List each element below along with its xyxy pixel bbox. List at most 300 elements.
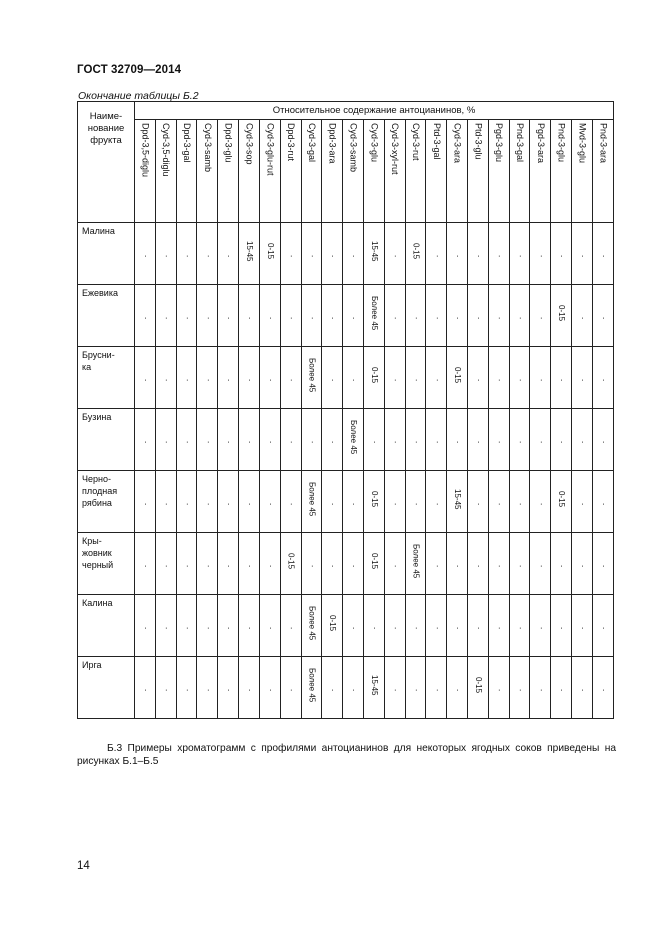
cell-value: - xyxy=(349,317,357,320)
cell-value: - xyxy=(536,689,544,692)
table-cell xyxy=(488,657,509,719)
table-cell xyxy=(426,657,447,719)
table-cell xyxy=(488,595,509,657)
cell-value: - xyxy=(141,255,149,258)
cell-value: - xyxy=(224,255,232,258)
cell-value: - xyxy=(266,689,274,692)
table-cell xyxy=(509,285,530,347)
cell-value: 0-15 xyxy=(557,304,567,321)
anthocyanin-table xyxy=(77,101,614,719)
cell-value: - xyxy=(245,627,253,630)
table-cell xyxy=(405,471,426,533)
cell-value: - xyxy=(183,689,191,692)
cell-value: - xyxy=(557,689,565,692)
cell-value: - xyxy=(599,503,607,506)
cell-value: - xyxy=(557,565,565,568)
table-body xyxy=(78,223,614,719)
table-cell xyxy=(530,347,551,409)
table-row xyxy=(78,347,614,409)
table-cell xyxy=(155,347,176,409)
table-cell xyxy=(384,657,405,719)
fruit-name: Ежевика xyxy=(78,285,135,347)
cell-value: - xyxy=(287,503,295,506)
cell-value: - xyxy=(162,441,170,444)
table-cell xyxy=(197,471,218,533)
cell-value: - xyxy=(495,255,503,258)
cell-value: Более 45 xyxy=(307,481,317,517)
column-header-row xyxy=(78,120,614,223)
table-cell xyxy=(572,347,593,409)
cell-value: - xyxy=(203,503,211,506)
table-cell xyxy=(572,657,593,719)
table-cell xyxy=(259,285,280,347)
cell-value: - xyxy=(287,255,295,258)
table-cell xyxy=(155,223,176,285)
note-paragraph: Б.3 Примеры хроматограмм с профилями антоцианинов для некоторых ягодных соков приведены на рисунках Б.1–Б.5 xyxy=(77,743,616,767)
cell-value: - xyxy=(432,317,440,320)
cell-value: - xyxy=(474,627,482,630)
table-cell xyxy=(363,471,384,533)
cell-value: - xyxy=(495,627,503,630)
cell-value: - xyxy=(203,317,211,320)
cell-value: - xyxy=(474,565,482,568)
table-cell xyxy=(363,533,384,595)
cell-value: - xyxy=(224,379,232,382)
cell-value: - xyxy=(432,689,440,692)
table-row xyxy=(78,657,614,719)
table-cell xyxy=(572,471,593,533)
cell-value: - xyxy=(141,379,149,382)
table-caption: Окончание таблицы Б.2 xyxy=(78,90,199,102)
table-cell xyxy=(405,347,426,409)
cell-value: - xyxy=(224,689,232,692)
cell-value: - xyxy=(162,317,170,320)
cell-value: - xyxy=(536,503,544,506)
cell-value: - xyxy=(183,255,191,258)
table-cell xyxy=(509,533,530,595)
cell-value: - xyxy=(495,441,503,444)
table-cell xyxy=(592,409,613,471)
table-cell xyxy=(509,223,530,285)
cell-value: - xyxy=(203,565,211,568)
fruit-name: Бузина xyxy=(78,409,135,471)
table-cell xyxy=(384,409,405,471)
table-cell xyxy=(239,285,260,347)
column-header-label: Cyd-3-glu xyxy=(369,123,380,163)
table-cell xyxy=(592,347,613,409)
column-header xyxy=(135,120,156,223)
column-header-label: Dpd-3,5-diglu xyxy=(140,123,151,178)
table-cell xyxy=(155,409,176,471)
cell-value: Более 45 xyxy=(307,357,317,393)
table-cell xyxy=(135,657,156,719)
table-row xyxy=(78,471,614,533)
cell-value: - xyxy=(162,689,170,692)
table-cell xyxy=(447,285,468,347)
cell-value: - xyxy=(453,255,461,258)
column-header xyxy=(280,120,301,223)
column-header xyxy=(322,120,343,223)
cell-value: - xyxy=(141,689,149,692)
column-header-label: Cyd-3-gal xyxy=(306,123,317,163)
cell-value: - xyxy=(599,565,607,568)
table-cell xyxy=(343,595,364,657)
table-cell xyxy=(572,595,593,657)
column-header-label: Dpd-3-ara xyxy=(327,123,338,164)
cell-value: - xyxy=(536,255,544,258)
cell-value: - xyxy=(183,503,191,506)
cell-value: - xyxy=(245,689,253,692)
column-header-label: Ptd-3-gal xyxy=(431,123,442,160)
cell-value: - xyxy=(495,317,503,320)
table-cell xyxy=(405,657,426,719)
cell-value: - xyxy=(516,503,524,506)
fruit-name: Калина xyxy=(78,595,135,657)
table-cell xyxy=(135,223,156,285)
column-header xyxy=(197,120,218,223)
table-cell xyxy=(259,223,280,285)
cell-value: - xyxy=(328,689,336,692)
cell-value: - xyxy=(557,255,565,258)
cell-value: - xyxy=(495,565,503,568)
cell-value: - xyxy=(245,379,253,382)
cell-value: - xyxy=(141,565,149,568)
table-cell xyxy=(280,409,301,471)
cell-value: - xyxy=(349,255,357,258)
cell-value: - xyxy=(411,627,419,630)
cell-value: - xyxy=(266,379,274,382)
cell-value: - xyxy=(287,379,295,382)
relative-content-header: Относительное содержание антоцианинов, % xyxy=(135,102,614,120)
cell-value: - xyxy=(162,627,170,630)
table-cell xyxy=(488,285,509,347)
cell-value: - xyxy=(599,689,607,692)
cell-value: Более 45 xyxy=(307,605,317,641)
cell-value: - xyxy=(287,441,295,444)
cell-value: Более 45 xyxy=(411,543,421,579)
cell-value: - xyxy=(495,689,503,692)
column-header-label: Mvd-3-glu xyxy=(577,123,588,164)
column-header-label: Cyd-3,5-diglu xyxy=(161,123,172,177)
table-cell xyxy=(468,657,489,719)
cell-value: - xyxy=(349,689,357,692)
table-cell xyxy=(468,533,489,595)
cell-value: - xyxy=(474,317,482,320)
table-cell xyxy=(176,533,197,595)
cell-value: - xyxy=(599,317,607,320)
cell-value: - xyxy=(162,255,170,258)
table-cell xyxy=(384,595,405,657)
table-cell xyxy=(280,657,301,719)
table-cell xyxy=(488,533,509,595)
fruit-name: Малина xyxy=(78,223,135,285)
cell-value: - xyxy=(266,317,274,320)
cell-value: - xyxy=(370,627,378,630)
table-cell xyxy=(551,471,572,533)
table-cell xyxy=(488,409,509,471)
table-cell xyxy=(218,285,239,347)
table-cell xyxy=(468,409,489,471)
table-cell xyxy=(280,471,301,533)
table-cell xyxy=(551,533,572,595)
column-header-label: Dpd-3-glu xyxy=(223,123,234,163)
cell-value: - xyxy=(453,565,461,568)
table-cell xyxy=(322,409,343,471)
table-cell xyxy=(363,657,384,719)
table-cell xyxy=(259,471,280,533)
table-cell xyxy=(405,285,426,347)
cell-value: - xyxy=(203,255,211,258)
table-cell xyxy=(301,471,322,533)
cell-value: - xyxy=(495,379,503,382)
table-cell xyxy=(363,347,384,409)
cell-value: - xyxy=(203,689,211,692)
table-cell xyxy=(197,657,218,719)
cell-value: - xyxy=(328,565,336,568)
table-cell xyxy=(135,595,156,657)
column-header xyxy=(426,120,447,223)
table-cell xyxy=(509,657,530,719)
cell-value: - xyxy=(141,317,149,320)
cell-value: - xyxy=(578,317,586,320)
table-cell xyxy=(280,347,301,409)
cell-value: - xyxy=(224,441,232,444)
table-cell xyxy=(343,347,364,409)
column-header xyxy=(447,120,468,223)
cell-value: - xyxy=(287,627,295,630)
cell-value: - xyxy=(495,503,503,506)
table-cell xyxy=(176,595,197,657)
table-cell xyxy=(551,595,572,657)
cell-value: - xyxy=(183,441,191,444)
cell-value: - xyxy=(599,441,607,444)
cell-value: 15-45 xyxy=(369,674,379,696)
table-cell xyxy=(384,471,405,533)
cell-value: - xyxy=(224,565,232,568)
table-cell xyxy=(530,471,551,533)
table-cell xyxy=(301,285,322,347)
table-cell xyxy=(176,409,197,471)
table-cell xyxy=(322,533,343,595)
cell-value: - xyxy=(203,627,211,630)
table-cell xyxy=(468,347,489,409)
cell-value: - xyxy=(599,379,607,382)
column-header-label: Ptd-3-glu xyxy=(473,123,484,160)
cell-value: - xyxy=(245,565,253,568)
column-header-label: Cyd-3-xyl-rut xyxy=(390,123,401,175)
table-cell xyxy=(155,657,176,719)
table-cell xyxy=(592,223,613,285)
column-header-label: Cyd-3-ara xyxy=(452,123,463,164)
table-cell xyxy=(426,347,447,409)
cell-value: - xyxy=(578,255,586,258)
cell-value: - xyxy=(141,627,149,630)
cell-value: - xyxy=(141,441,149,444)
table-cell xyxy=(135,533,156,595)
table-cell xyxy=(301,595,322,657)
cell-value: - xyxy=(266,503,274,506)
table-cell xyxy=(301,657,322,719)
table-cell xyxy=(197,223,218,285)
column-header-label: Pgd-3-ara xyxy=(535,123,546,164)
table-cell xyxy=(592,533,613,595)
cell-value: - xyxy=(245,441,253,444)
cell-value: - xyxy=(328,255,336,258)
cell-value: - xyxy=(203,379,211,382)
cell-value: - xyxy=(578,379,586,382)
cell-value: - xyxy=(370,441,378,444)
table-cell xyxy=(551,657,572,719)
table-cell xyxy=(259,657,280,719)
cell-value: - xyxy=(474,379,482,382)
table-cell xyxy=(551,347,572,409)
table-cell xyxy=(447,595,468,657)
table-cell xyxy=(363,409,384,471)
table-cell xyxy=(197,285,218,347)
table-cell xyxy=(322,285,343,347)
column-header-label: Cyd-3-samb xyxy=(348,123,359,173)
column-header-label: Dpd-3-rut xyxy=(286,123,297,162)
table-cell xyxy=(239,409,260,471)
fruit-name-header: Наиме- нование фрукта xyxy=(78,102,135,223)
table-cell xyxy=(384,347,405,409)
table-cell xyxy=(322,223,343,285)
cell-value: - xyxy=(516,255,524,258)
table-cell xyxy=(259,595,280,657)
table-cell xyxy=(239,595,260,657)
table-cell xyxy=(530,223,551,285)
cell-value: - xyxy=(453,441,461,444)
column-header xyxy=(405,120,426,223)
table-cell xyxy=(280,533,301,595)
column-header xyxy=(239,120,260,223)
table-cell xyxy=(135,471,156,533)
cell-value: 0-15 xyxy=(286,552,296,569)
cell-value: - xyxy=(557,627,565,630)
column-header xyxy=(488,120,509,223)
cell-value: - xyxy=(474,503,482,506)
table-cell xyxy=(239,347,260,409)
table-cell xyxy=(155,595,176,657)
table-row xyxy=(78,409,614,471)
column-header xyxy=(530,120,551,223)
table-cell xyxy=(405,595,426,657)
column-header-label: Pnd-3-glu xyxy=(556,123,567,163)
cell-value: - xyxy=(307,255,315,258)
cell-value: - xyxy=(266,441,274,444)
column-header xyxy=(509,120,530,223)
table-cell xyxy=(468,223,489,285)
cell-value: - xyxy=(162,503,170,506)
cell-value: - xyxy=(391,441,399,444)
cell-value: - xyxy=(307,565,315,568)
table-cell xyxy=(259,533,280,595)
cell-value: - xyxy=(536,379,544,382)
table-cell xyxy=(197,595,218,657)
table-cell xyxy=(551,409,572,471)
column-header-label: Pnd-3-ara xyxy=(598,123,609,164)
table-cell xyxy=(509,471,530,533)
column-header xyxy=(468,120,489,223)
cell-value: - xyxy=(536,317,544,320)
cell-value: - xyxy=(266,565,274,568)
table-cell xyxy=(426,533,447,595)
cell-value: - xyxy=(245,317,253,320)
table-cell xyxy=(135,347,156,409)
cell-value: 0-15 xyxy=(265,242,275,259)
cell-value: 0-15 xyxy=(369,366,379,383)
cell-value: - xyxy=(557,379,565,382)
cell-value: - xyxy=(411,689,419,692)
cell-value: - xyxy=(162,379,170,382)
table-cell xyxy=(447,409,468,471)
table-cell xyxy=(363,595,384,657)
cell-value: - xyxy=(183,627,191,630)
table-cell xyxy=(468,595,489,657)
cell-value: - xyxy=(391,503,399,506)
column-header xyxy=(301,120,322,223)
table-cell xyxy=(239,471,260,533)
cell-value: - xyxy=(307,441,315,444)
table-cell xyxy=(218,223,239,285)
table-cell xyxy=(426,223,447,285)
cell-value: - xyxy=(411,317,419,320)
table-cell xyxy=(447,471,468,533)
table-cell xyxy=(218,595,239,657)
table-cell xyxy=(592,595,613,657)
table-cell xyxy=(197,409,218,471)
table-cell xyxy=(426,471,447,533)
cell-value: - xyxy=(349,627,357,630)
cell-value: - xyxy=(578,565,586,568)
table-cell xyxy=(572,223,593,285)
table-cell xyxy=(509,595,530,657)
cell-value: - xyxy=(349,379,357,382)
table-cell xyxy=(155,533,176,595)
table-cell xyxy=(551,223,572,285)
cell-value: - xyxy=(183,379,191,382)
cell-value: - xyxy=(536,627,544,630)
cell-value: 15-45 xyxy=(453,488,463,510)
table-cell xyxy=(197,347,218,409)
column-header-label: Dpd-3-gal xyxy=(182,123,193,163)
table-cell xyxy=(592,657,613,719)
standard-number: ГОСТ 32709—2014 xyxy=(77,64,182,76)
cell-value: Более 45 xyxy=(307,667,317,703)
table-cell xyxy=(363,223,384,285)
table-cell xyxy=(343,657,364,719)
table-cell xyxy=(384,285,405,347)
cell-value: - xyxy=(328,441,336,444)
table-cell xyxy=(530,285,551,347)
cell-value: - xyxy=(183,317,191,320)
table-cell xyxy=(488,347,509,409)
table-cell xyxy=(155,471,176,533)
fruit-name: Ирга xyxy=(78,657,135,719)
table-cell xyxy=(322,347,343,409)
table-cell xyxy=(176,347,197,409)
table-row xyxy=(78,533,614,595)
table-cell xyxy=(530,595,551,657)
cell-value: - xyxy=(432,441,440,444)
cell-value: - xyxy=(599,627,607,630)
cell-value: - xyxy=(516,565,524,568)
table-cell xyxy=(468,285,489,347)
table-cell xyxy=(363,285,384,347)
table-cell xyxy=(301,533,322,595)
table-cell xyxy=(488,471,509,533)
cell-value: - xyxy=(578,503,586,506)
